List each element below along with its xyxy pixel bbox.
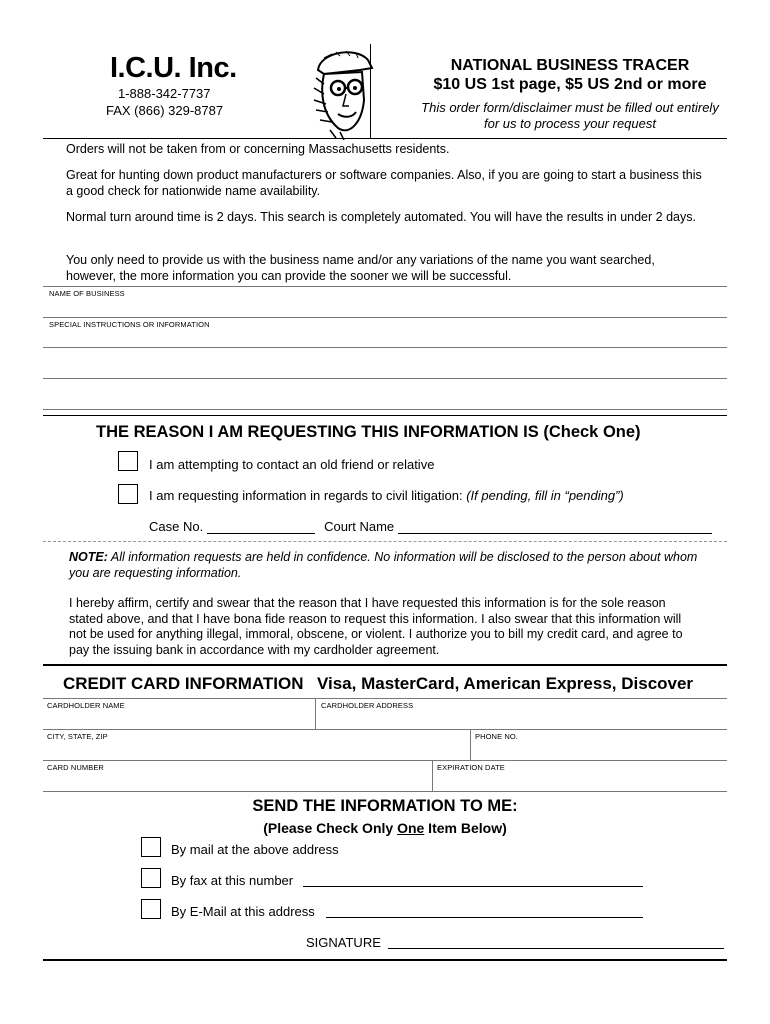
company-phone: 1-888-342-7737 bbox=[118, 86, 211, 101]
special-instructions-line-3 bbox=[43, 409, 727, 410]
fax-number-field[interactable] bbox=[303, 872, 643, 887]
signature-field[interactable] bbox=[388, 934, 724, 949]
checkbox-contact-friend[interactable] bbox=[118, 451, 138, 471]
case-court-row bbox=[149, 519, 712, 534]
cardholder-name-field[interactable] bbox=[43, 700, 315, 728]
intro-turnaround: Normal turn around time is 2 days. This search is completely automated. You will have the results in under 2 days. bbox=[66, 210, 696, 224]
special-instructions-line-1 bbox=[43, 347, 727, 348]
intro-great-for: Great for hunting down product manufacturers or software companies. Also, if you are going to start a business this a good check for nationwide name availability. bbox=[66, 168, 702, 198]
affirmation-text: I hereby affirm, certify and swear that the reason that I have requested this information is for the sole reason stated above, and that I have bona fide reason to request this information. I also swear that this information will not be used for anything illegal, immoral, obscene, or violent. I authorize you to bill my credit card, and agree to pay the issuing bank in accordance with my cardholder agreement. bbox=[69, 596, 683, 657]
court-name-field[interactable] bbox=[398, 521, 712, 534]
checkbox-by-email[interactable] bbox=[141, 899, 161, 919]
expiration-date-field[interactable] bbox=[433, 762, 727, 790]
cc-row3-topline bbox=[43, 760, 727, 761]
note-label: NOTE: bbox=[69, 550, 108, 564]
section-rule-credit bbox=[43, 664, 727, 666]
detective-face-icon bbox=[310, 44, 374, 140]
city-state-zip-label: CITY, STATE, ZIP bbox=[47, 732, 108, 741]
signature-label: SIGNATURE bbox=[306, 935, 381, 950]
massachusetts-notice: Orders will not be taken from or concerning Massachusetts residents. bbox=[66, 142, 450, 156]
service-title: NATIONAL BUSINESS TRACER bbox=[450, 57, 690, 74]
court-name-label: Court Name bbox=[324, 519, 395, 534]
credit-card-heading bbox=[63, 674, 693, 694]
delivery-subheading bbox=[0, 820, 770, 836]
special-instructions-label: SPECIAL INSTRUCTIONS OR INFORMATION bbox=[49, 320, 210, 329]
option-civil-litigation-note: (If pending, fill in “pending”) bbox=[466, 488, 624, 503]
option-civil-litigation bbox=[149, 488, 624, 503]
checkbox-civil-litigation[interactable] bbox=[118, 484, 138, 504]
by-email-label: By E-Mail at this address bbox=[171, 904, 315, 919]
special-instructions-topline bbox=[43, 317, 727, 318]
cc-row1-topline bbox=[43, 698, 727, 699]
delivery-heading: SEND THE INFORMATION TO ME: bbox=[252, 797, 518, 815]
reason-heading: THE REASON I AM REQUESTING THIS INFORMATION IS (Check One) bbox=[96, 423, 641, 441]
special-instructions-field[interactable] bbox=[43, 319, 727, 411]
case-no-field[interactable] bbox=[207, 521, 315, 534]
section-rule-reason bbox=[43, 415, 727, 416]
delivery-sub-post: Item Below) bbox=[424, 820, 507, 836]
case-no-label: Case No. bbox=[149, 519, 204, 534]
checkbox-by-fax[interactable] bbox=[141, 868, 161, 888]
city-state-zip-field[interactable] bbox=[43, 731, 469, 759]
intro-provide-info: You only need to provide us with the business name and/or any variations of the name you want searched, however, the more information you can provide the sooner we will be successful. bbox=[66, 253, 655, 283]
email-address-field[interactable] bbox=[326, 903, 643, 918]
business-name-topline bbox=[43, 286, 727, 287]
company-fax: FAX (866) 329-8787 bbox=[106, 103, 224, 118]
footer-rule bbox=[43, 959, 727, 961]
special-instructions-line-2 bbox=[43, 378, 727, 379]
business-name-field[interactable] bbox=[43, 288, 727, 316]
option-contact-friend-label: I am attempting to contact an old friend or relative bbox=[149, 457, 435, 472]
by-mail-label: By mail at the above address bbox=[171, 842, 339, 857]
business-name-label: NAME OF BUSINESS bbox=[49, 289, 125, 298]
company-name: I.C.U. Inc. bbox=[110, 52, 237, 84]
expiration-date-label: EXPIRATION DATE bbox=[437, 763, 505, 772]
delivery-sub-one: One bbox=[397, 820, 425, 836]
note-text: All information requests are held in confidence. No information will be disclosed to the person about whom you are requesting information. bbox=[69, 550, 698, 580]
cardholder-name-label: CARDHOLDER NAME bbox=[47, 701, 125, 710]
option-civil-litigation-label: I am requesting information in regards to civil litigation: bbox=[149, 488, 463, 503]
card-number-label: CARD NUMBER bbox=[47, 763, 104, 772]
service-price: $10 US 1st page, $5 US 2nd or more bbox=[433, 76, 707, 93]
accepted-cards: Visa, MasterCard, American Express, Discover bbox=[316, 674, 694, 693]
cc-row3-bottomline bbox=[43, 791, 727, 792]
by-fax-label: By fax at this number bbox=[171, 873, 294, 888]
confidentiality-note bbox=[69, 550, 709, 581]
header-divider bbox=[370, 44, 371, 138]
header-rule bbox=[43, 138, 727, 139]
credit-card-title: CREDIT CARD INFORMATION bbox=[63, 674, 304, 693]
phone-no-label: PHONE NO. bbox=[475, 732, 518, 741]
phone-no-field[interactable] bbox=[471, 731, 727, 759]
card-number-field[interactable] bbox=[43, 762, 431, 790]
checkbox-by-mail[interactable] bbox=[141, 837, 161, 857]
note-divider bbox=[43, 541, 727, 542]
order-form-note: This order form/disclaimer must be filled out entirely for us to process your request bbox=[421, 100, 719, 131]
cc-row2-topline bbox=[43, 729, 727, 730]
delivery-sub-pre: (Please Check Only bbox=[263, 820, 398, 836]
cardholder-address-field[interactable] bbox=[316, 700, 727, 728]
cardholder-address-label: CARDHOLDER ADDRESS bbox=[321, 701, 414, 710]
